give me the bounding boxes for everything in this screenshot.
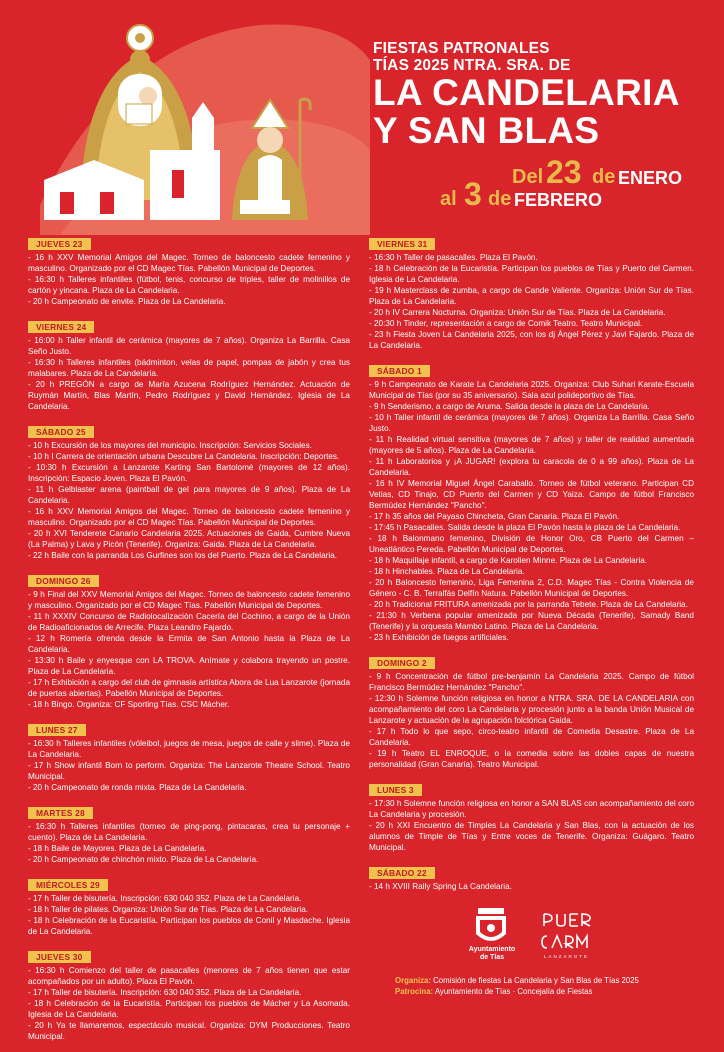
event-item: - 22 h Baile con la parranda Los Gurfines son los del Puerto. Plaza de La Candelaria.	[28, 551, 338, 560]
day-section	[28, 317, 350, 412]
organiza-label: Organiza:	[395, 976, 431, 985]
event-item: - 11 h Laboratorios y ¡A JUGAR! (explora tu caracola de 0 a 99 años). Plaza de La Candelaria.	[369, 457, 694, 477]
day-section	[28, 947, 350, 1042]
day-section	[369, 653, 694, 770]
event-item: - 20 h Campeonato de envite. Plaza de La Candelaria.	[28, 297, 226, 306]
event-item: - 20 h PREGÓN a cargo de María Azucena Rodríguez Hernández. Actuación de Ruymán Martín, Blas Martín, Pedro Rodríguez y David Hernández. Iglesia de La Candelaria.	[28, 380, 350, 411]
event-item: - 17 h Todo lo que sepo, circo-teatro infantil de Comedia Desastre. Plaza de La Candelaria.	[369, 727, 694, 747]
event-item: - 18 h Maquillaje infantil, a cargo de Karolien Minne. Plaza de La Candelaria.	[369, 556, 648, 565]
day-label-badge: JUEVES 23	[28, 238, 91, 250]
event-item: - 16:00 h Taller infantil de cerámica (mayores de 7 años). Organiza La Barrilla. Casa Seño Justo.	[28, 336, 350, 356]
event-item: - 23 h Exhibición de fuegos artificiales.	[369, 633, 509, 642]
event-item: - 10 h Excursión de los mayores del municipio. Inscripción: Servicios Sociales.	[28, 441, 312, 450]
puerto-logo-region: LANZAROTE	[544, 954, 590, 959]
date-end-day: 3	[464, 176, 482, 212]
event-item: - 18 h Taller de pilates. Organiza: Unión Sur de Tías. Plaza de La Candelaria.	[28, 905, 309, 914]
event-item: - 19 h Masterclass de zumba, a cargo de Cande Valiente. Organiza: Unión Sur de Tías. Plaza de La Candelaria.	[369, 286, 694, 306]
event-item: - 10:30 h Excursión a Lanzarote Karting San Bartolomé (mayores de 12 años). Inscripción: Espacio Joven. Plaza El Pavón.	[28, 463, 350, 483]
day-label-badge: VIERNES 24	[28, 321, 94, 333]
credits	[395, 976, 695, 997]
day-section	[28, 571, 350, 710]
event-item: - 23 h Fiesta Joven La Candelaria 2025, con los dj Ángel Pérez y Javi Fajardo. Plaza de La Candelaria.	[369, 330, 694, 350]
day-section	[369, 863, 694, 892]
day-section	[28, 234, 350, 307]
event-item: - 9 h Campeonato de Karate La Candelaria 2025. Organiza: Club Suhari Karate-Escuela Municipal de Tías (por su 35 aniversario). Sala azul polideportivo de Tías.	[369, 380, 694, 400]
event-item: - 17 h 35 años del Payaso Chincheta, Gran Canaria. Plaza El Pavón.	[369, 512, 620, 521]
credits-organiza	[395, 976, 695, 987]
day-label-badge: MIÉRCOLES 29	[28, 879, 108, 891]
poster-header	[0, 0, 724, 235]
event-item: - 17:45 h Pasacalles. Salida desde la plaza El Pavón hasta la plaza de La Candelaria.	[369, 523, 681, 532]
event-item: - 17 h Taller de bisutería. Inscripción: 630 040 352. Plaza de La Candelaria.	[28, 988, 302, 997]
day-section	[28, 422, 350, 561]
event-item: - 18 h Celebración de la Eucaristía. Participan los pueblos de Tías y Puerto del Carmen. Iglesia de La Candelaria.	[369, 264, 694, 284]
event-item: - 20 h Campeonato de chinchón mixto. Plaza de La Candelaria.	[28, 855, 259, 864]
date-del: Del	[512, 166, 544, 188]
event-item: - 9 h Senderismo, a cargo de Aruma. Salida desde la plaza de La Candelaria.	[369, 402, 650, 411]
event-item: - 20 h IV Carrera Nocturna. Organiza: Unión Sur de Tías. Plaza de La Candelaria.	[369, 308, 666, 317]
day-label-badge: SÁBADO 1	[369, 365, 430, 377]
event-item: - 16:30 h Talleres infantiles (fútbol, tenis, concurso de triples, taller de molinillos de cartón y yincana. Plaza de La Candelaria.	[28, 275, 350, 295]
date-start-day: 23	[546, 154, 582, 190]
event-item: - 18 h Baile de Mayores. Plaza de La Candelaria.	[28, 844, 207, 853]
event-item: - 20 h Campeonato de ronda mixta. Plaza de La Candelaria.	[28, 783, 247, 792]
event-item: - 12:30 h Solemne función religiosa en honor a NTRA. SRA. DE LA CANDELARIA con acompañamiento del coro La Candelaria y procesión junto a la banda Unión Musical de Lanzarote y actuación de la agrupación folclórica Gaida.	[369, 694, 694, 725]
ayuntamiento-crest-icon	[476, 908, 506, 941]
program-column-right	[369, 234, 694, 902]
main-title-line-1: LA CANDELARIA	[373, 72, 680, 113]
event-item: - 11 h Realidad virtual sensitiva (mayores de 7 años) y taller de realidad aumentada (mayores de 5 años). Plaza de La Candelaria.	[369, 435, 694, 455]
event-item: - 16 h XXV Memorial Amigos del Magec. Torneo de baloncesto cadete femenino y masculino. Organizado por el CD Magec Tías. Pabellón Municipal de Deportes.	[28, 253, 350, 273]
event-item: - 16:30 h Talleres infantiles (torneo de ping-pong, pintacaras, crea tu personaje + cuento). Plaza de La Candelaria.	[28, 822, 350, 842]
sponsor-logos	[462, 904, 622, 968]
date-end-month: FEBRERO	[514, 190, 603, 210]
day-label-badge: SÁBADO 22	[369, 867, 435, 879]
event-item: - 20 h XVI Tenderete Canario Candelaria 2025. Actuaciones de Gaida, Cumbre Nueva (La Palma) y Lava y Picón (Tenerife). Organiza: Gaida. Plaza de La Candelaria.	[28, 529, 350, 549]
event-item: - 18 h Hinchables. Plaza de La Candelaria.	[369, 567, 525, 576]
event-item: - 16:30 h Talleres infantiles (bádminton, velas de papel, pompas de jabón y crea tus malabares. Plaza de La Candelaria.	[28, 358, 350, 378]
event-item: - 16 h XXV Memorial Amigos del Magec. Torneo de baloncesto cadete femenino y masculino. Organizado por el CD Magec Tías. Pabellón Municipal de Deportes.	[28, 507, 350, 527]
event-item: - 17 h Show infantil Born to perform. Organiza: The Lanzarote Theatre School. Teatro Municipal.	[28, 761, 350, 781]
event-item: - 14 h XVIII Rally Spring La Candelaria.	[369, 882, 512, 891]
subtitle-line-1: FIESTAS PATRONALES	[373, 40, 550, 57]
credits-patrocina	[395, 987, 695, 998]
event-item: - 10 h Taller infantil de cerámica (mayores de 7 años). Organiza La Barrilla. Casa Seño Justo.	[369, 413, 694, 433]
date-al: al	[440, 188, 457, 210]
day-section	[369, 780, 694, 853]
day-label-badge: LUNES 27	[28, 724, 86, 736]
event-item: - 9 h Final del XXV Memorial Amigos del Magec. Torneo de baloncesto cadete femenino y masculino. Organizado por el CD Magec Tías. Pabellón Municipal de Deportes.	[28, 590, 350, 610]
day-label-badge: MARTES 28	[28, 807, 93, 819]
event-item: - 19 h Teatro EL ENROQUE, o la comedia sobre las dobles capas de nuestra personalidad (Gran Canaria). Teatro Municipal.	[369, 749, 694, 769]
event-item: - 17:30 h Solemne función religiosa en honor a SAN BLAS con acompañamiento del coro La Candelaria y procesión.	[369, 799, 694, 819]
title-block	[373, 40, 718, 150]
event-item: - 11 h XXXIV Concurso de Radiolocalización Cacería del Cochino, a cargo de la Unión de Radioaficionados de Arrecife. Plaza Leandro Fajardo.	[28, 612, 350, 632]
ayuntamiento-name: Ayuntamiento	[468, 946, 516, 953]
event-item: - 20 h Ya te llamaremos, espectáculo musical. Organiza: DYM Producciones. Teatro Municipal.	[28, 1021, 350, 1041]
day-section	[28, 720, 350, 793]
day-section	[369, 361, 694, 643]
puerto-del-carmen-logo-icon	[542, 914, 590, 948]
event-item: - 9 h Concentración de fútbol pre-benjamín La Candelaria 2025. Campo de fútbol Francisco Bermúdez Hernández "Pancho".	[369, 672, 694, 692]
event-item: - 16:30 h Comienzo del taller de pasacalles (menores de 7 años tienen que estar acompañados por un adulto). Plaza El Pavón.	[28, 966, 350, 986]
day-label-badge: DOMINGO 26	[28, 575, 99, 587]
event-item: - 20:30 h Tinder, representación a cargo de Comik Teatro. Teatro Municipal.	[369, 319, 643, 328]
day-label-badge: VIERNES 31	[369, 238, 435, 250]
ayuntamiento-logo-text	[462, 946, 522, 962]
event-item: - 13:30 h Baile y enyesque con LA TROVA. Anímate y colabora trayendo un postre. Plaza de La Candelaria.	[28, 656, 350, 676]
event-item: - 21:30 h Verbena popular amenizada por Nueva Década (Tenerife), Samady Band (Tenerife) y la orquesta Mambo Latino. Plaza de La Candelaria.	[369, 611, 694, 631]
event-item: - 18 h Balonmano femenino, División de Honor Oro, CB Puerto del Carmen – Uneatlántico Pereda. Pabellón Municipal de Deportes.	[369, 534, 694, 554]
subtitle-line-2: TÍAS 2025 NTRA. SRA. DE	[373, 57, 571, 74]
day-label-badge: LUNES 3	[369, 784, 422, 796]
event-item: - 17 h Taller de bisutería. Inscripción: 630 040 352. Plaza de La Candelaria.	[28, 894, 302, 903]
event-item: - 20 h Baloncesto femenino, Liga Femenina 2, C.D. Magec Tías - Contra Violencia de Género - C. B. Terralfás Delfín Natura. Pabellón Municipal de Deportes.	[369, 578, 694, 598]
date-start-month: ENERO	[618, 168, 683, 188]
event-item: - 18 h Celebración de la Eucaristía. Participan los pueblos de Conil y Masdache. Iglesia de La Candelaria.	[28, 916, 350, 936]
event-item: - 20 h XXI Encuentro de Timples La Candelaria y San Blas, con la actuación de los alumnos de Timple de Tías y Entre voces de Tenerife. Organiza: Guágaro. Teatro Municipal.	[369, 821, 694, 852]
event-item: - 18 h Bingo. Organiza: CF Sporting Tías. CSC Mácher.	[28, 700, 230, 709]
day-label-badge: DOMINGO 2	[369, 657, 435, 669]
event-item: - 16:30 h Talleres infantiles (vóleibol, juegos de mesa, juegos de calle y slime). Plaza de La Candelaria.	[28, 739, 350, 759]
ayuntamiento-town: de Tías	[479, 954, 505, 961]
date-de-2: de	[488, 188, 512, 210]
event-item: - 16:30 h Taller de pasacalles. Plaza El Pavón.	[369, 253, 538, 262]
patrocina-text: Ayuntamiento de Tías · Concejalía de Fiestas	[433, 986, 593, 996]
virgin-and-saint-illustration	[0, 0, 370, 235]
event-item: - 18 h Celebración de la Eucaristía. Participan los pueblos de Mácher y La Asomada. Iglesia de La Candelaria.	[28, 999, 350, 1019]
day-label-badge: SÁBADO 25	[28, 426, 94, 438]
main-title-line-2: Y SAN BLAS	[373, 110, 600, 151]
event-item: - 17 h Exhibición a cargo del club de gimnasia artística Abora de Lua Lanzarote (jornada de puertas abiertas). Pabellón Municipal de Deportes.	[28, 678, 350, 698]
day-label-badge: JUEVES 30	[28, 951, 91, 963]
event-item: - 20 h Tradicional FRITURA amenizada por la parranda Tebete. Plaza de La Candelaria.	[369, 600, 688, 609]
event-item: - 10 h I Carrera de orientación urbana Descubre La Candelaria. Inscripción: Deportes.	[28, 452, 340, 461]
day-section	[28, 803, 350, 865]
organiza-text: Comisión de fiestas La Candelaria y San Blas de Tías 2025	[430, 976, 639, 985]
day-section	[369, 234, 694, 351]
festival-dates	[440, 154, 720, 214]
event-item: - 16 h IV Memorial Miguel Ángel Caraballo. Torneo de fútbol veterano. Participan CD Vetias, CD Tinajo, CD Puerto del Carmen y CD Yaiza. Campo de fútbol Francisco Bermúdez Hernández "Pancho".	[369, 479, 694, 510]
patrocina-label: Patrocina:	[395, 986, 434, 996]
date-de-1: de	[592, 166, 616, 188]
program-column-left	[28, 234, 350, 1052]
event-item: - 11 h Gelblaster arena (paintball de gel para mayores de 9 años). Plaza de La Candelaria.	[28, 485, 350, 505]
day-section	[28, 875, 350, 937]
event-item: - 12 h Romería ofrenda desde la Ermita de San Antonio hasta la Plaza de La Candelaria.	[28, 634, 350, 654]
